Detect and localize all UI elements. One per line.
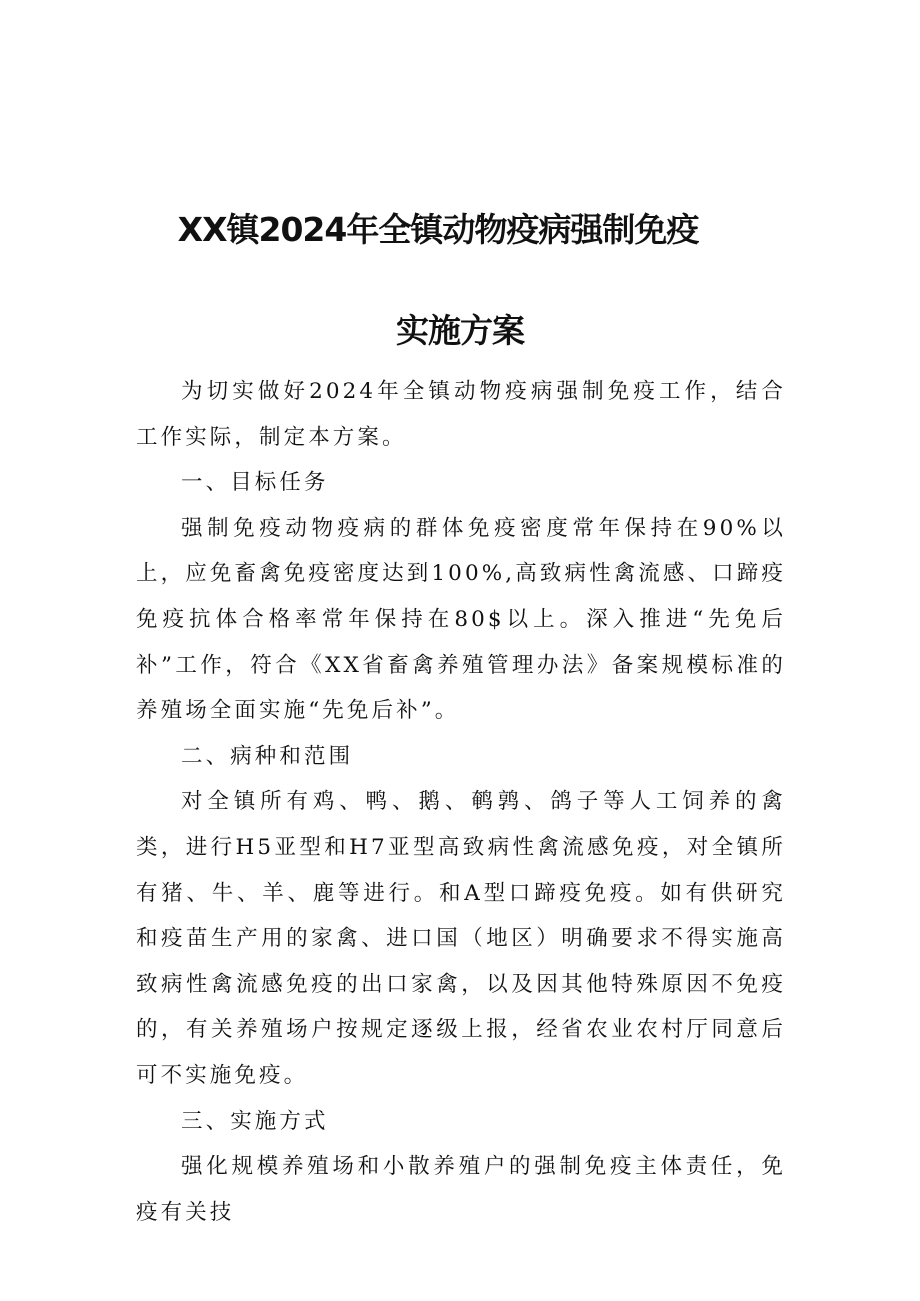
method-paragraph: 强化规模养殖场和小散养殖户的强制免疫主体责任，免疫有关技 [136,1154,786,1225]
section-heading-method: 三、实施方式 [181,1108,329,1134]
intro-paragraph: 为切实做好2024年全镇动物疫病强制免疫工作，结合工作实际，制定本方案。 [136,379,786,450]
document-title-line1: XX镇2024年全镇动物疫病强制免疫 [177,210,699,249]
section-heading-targets: 一、目标任务 [181,470,329,496]
targets-paragraph: 强制免疫动物疫病的群体免疫密度常年保持在90%以上，应免畜禽免疫密度达到100%,高致病性禽流感、口蹄疫免疫抗体合格率常年保持在80$以上。深入推进“先免后补”工作，符合《XX省畜禽养殖管理办法》备案规模标准的养殖场全面实施“先免后补”。 [136,515,786,724]
scope-paragraph: 对全镇所有鸡、鸭、鹅、鹌鹑、鸽子等人工饲养的禽类，进行H5亚型和H7亚型高致病性禽流感免疫，对全镇所有猪、牛、羊、鹿等进行。和A型口蹄疫免疫。如有供研究和疫苗生产用的家禽、进口国（地区）明确要求不得实施高致病性禽流感免疫的出口家禽，以及因其他特殊原因不免疫的，有关养殖场户按规定逐级上报，经省农业农村厅同意后可不实施免疫。 [136,789,786,1088]
document-body [136,369,786,1235]
section-heading-scope: 二、病种和范围 [181,743,354,769]
document-title-line2: 实施方案 [396,311,524,350]
